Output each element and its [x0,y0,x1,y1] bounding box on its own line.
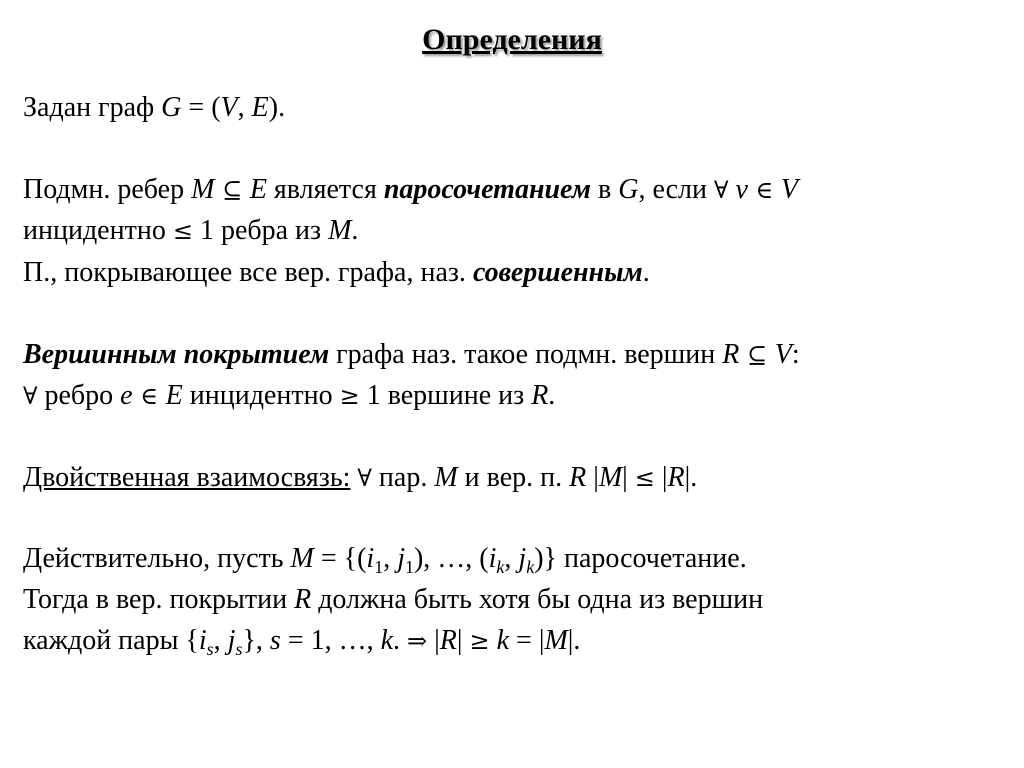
math-symbol-R: R [531,380,549,411]
text-fragment: . [642,257,650,288]
math-symbol-s: s [269,625,281,656]
text-fragment: | [586,462,599,493]
element-of-symbol: ∈ [747,176,781,204]
text-fragment: инцидентно [182,380,340,411]
greater-equal-symbol: ≥ [469,627,490,655]
element-of-symbol: ∈ [132,382,166,410]
math-symbol-M: M [434,462,458,493]
text-fragment: , [383,543,398,574]
text-fragment: , [213,625,228,656]
subscript: k [526,557,535,577]
text-fragment: ребро [37,380,121,411]
math-symbol-j: j [518,543,527,574]
text-line-perfect-matching [23,256,650,290]
text-line-proof-start [23,542,747,576]
math-symbol-k: k [496,625,510,656]
text-fragment: в [590,174,619,205]
text-fragment: |. [567,625,581,656]
math-symbol-E: E [249,174,267,205]
subscript: k [496,557,505,577]
math-symbol-i: i [366,543,375,574]
text-fragment: = 1, …, [280,625,381,656]
text-fragment: . [548,380,556,411]
implies-symbol: ⇒ [407,627,428,655]
math-symbol-e: e [120,380,133,411]
subset-symbol: ⊆ [739,341,775,369]
math-symbol-G: G [161,92,182,123]
math-symbol-G: G [618,174,639,205]
text-fragment: | [622,462,635,493]
slide-title: Определения [422,23,602,56]
math-symbol-V: V [220,92,238,123]
term-perfect: совершенным [472,257,643,288]
math-symbol-j: j [227,625,236,656]
subset-symbol: ⊆ [214,176,250,204]
text-fragment: |. [684,462,698,493]
math-symbol-V: V [774,339,792,370]
text-fragment: Задан граф [23,92,162,123]
text-fragment: , [237,92,252,123]
text-fragment: , [504,543,519,574]
math-symbol-v: v [735,174,748,205]
subscript: 1 [374,557,384,577]
text-fragment: Подмн. ребер [23,174,192,205]
text-line-vertex-cover-condition [23,379,555,413]
text-fragment: . [351,215,359,246]
subscript: s [235,639,243,659]
math-symbol-V: V [780,174,799,205]
math-symbol-M: M [191,174,215,205]
forall-symbol: ∀ [713,176,729,204]
subscript: s [206,639,214,659]
math-symbol-M: M [290,543,314,574]
text-fragment: = ( [181,92,221,123]
text-fragment: , если [638,174,714,205]
text-fragment: должна быть хотя бы одна из вершин [311,584,764,615]
forall-symbol: ∀ [23,382,38,410]
text-line-proof-end [23,624,580,658]
math-symbol-R: R [722,339,740,370]
math-symbol-M: M [598,462,623,493]
text-line-vertex-cover-definition [23,338,800,372]
text-line-graph-definition [23,91,285,125]
term-matching: паросочетанием [383,174,591,205]
text-line-matching-condition [23,214,358,248]
text-fragment: : [791,339,800,370]
math-symbol-M: M [328,215,352,246]
forall-symbol: ∀ [357,464,372,492]
text-fragment: 1 вершине из [359,380,532,411]
math-symbol-k: k [380,625,394,656]
math-symbol-R: R [667,462,685,493]
text-fragment: | [427,625,440,656]
math-symbol-R: R [294,584,312,615]
text-fragment: инцидентно [23,215,173,246]
text-fragment: . [393,625,408,656]
text-fragment: | [654,462,668,493]
math-symbol-E: E [165,380,183,411]
text-fragment [490,625,497,656]
text-fragment: )} паросочетание. [534,543,747,574]
less-equal-symbol: ≤ [172,217,193,245]
term-duality: Двойственная взаимосвязь: [23,462,351,493]
text-fragment: графа наз. такое подмн. вершин [329,339,723,370]
math-symbol-E: E [251,92,269,123]
text-fragment: каждой пары { [23,625,199,656]
text-fragment: Действительно, пусть [23,543,291,574]
text-fragment: ). [268,92,286,123]
text-fragment: ), …, ( [413,543,489,574]
text-fragment: и вер. п. [457,462,570,493]
text-line-duality [23,461,697,495]
text-line-proof-middle [23,583,763,617]
text-fragment: = | [509,625,545,656]
text-fragment: является [266,174,384,205]
text-fragment: П., покрывающее все вер. графа, наз. [23,257,473,288]
less-equal-symbol: ≤ [634,464,655,492]
greater-equal-symbol: ≥ [339,382,360,410]
text-fragment: = {( [313,543,367,574]
math-symbol-R: R [569,462,587,493]
text-fragment: | [456,625,470,656]
text-fragment: Тогда в вер. покрытии [23,584,295,615]
math-symbol-j: j [397,543,405,574]
text-fragment: 1 ребра из [192,215,329,246]
subscript: 1 [404,557,414,577]
math-symbol-M: M [544,625,568,656]
text-fragment: пар. [371,462,435,493]
text-fragment: }, [242,625,270,656]
term-vertex-cover: Вершинным покрытием [23,339,330,370]
math-symbol-R: R [439,625,457,656]
math-symbol-i: i [198,625,207,656]
text-line-matching-definition [23,173,798,207]
math-symbol-i: i [488,543,497,574]
